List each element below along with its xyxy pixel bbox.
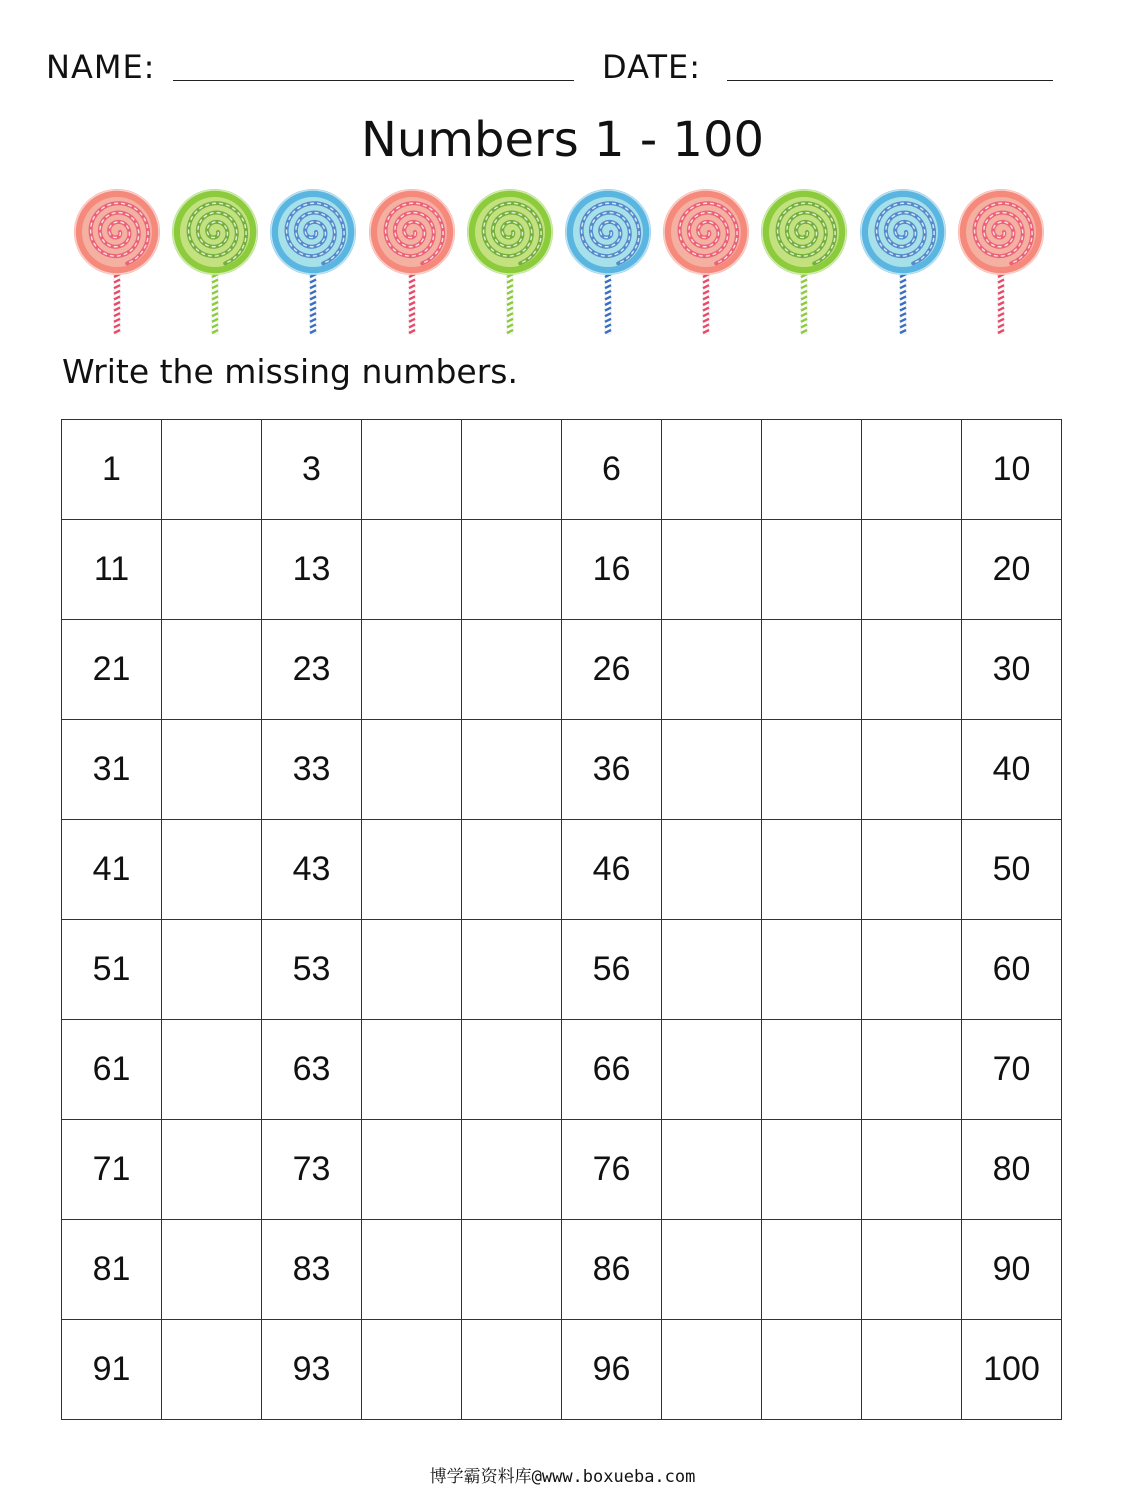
number-cell: 56	[562, 920, 662, 1020]
number-cell: 90	[962, 1220, 1062, 1320]
number-cell: 50	[962, 820, 1062, 920]
blank-cell[interactable]	[462, 1220, 562, 1320]
blank-cell[interactable]	[662, 720, 762, 820]
number-cell: 36	[562, 720, 662, 820]
blank-cell[interactable]	[762, 1120, 862, 1220]
number-cell: 13	[262, 520, 362, 620]
blank-cell[interactable]	[162, 720, 262, 820]
number-cell: 63	[262, 1020, 362, 1120]
lollipop-icon	[266, 188, 362, 338]
blank-cell[interactable]	[462, 720, 562, 820]
blank-cell[interactable]	[862, 820, 962, 920]
number-cell: 40	[962, 720, 1062, 820]
lollipop-icon	[954, 188, 1050, 338]
number-cell: 20	[962, 520, 1062, 620]
grid-row	[62, 1020, 1062, 1120]
blank-cell[interactable]	[462, 1320, 562, 1420]
blank-cell[interactable]	[862, 1020, 962, 1120]
grid-row	[62, 520, 1062, 620]
number-cell: 1	[62, 420, 162, 520]
blank-cell[interactable]	[362, 820, 462, 920]
blank-cell[interactable]	[762, 920, 862, 1020]
grid-row	[62, 720, 1062, 820]
blank-cell[interactable]	[362, 1220, 462, 1320]
blank-cell[interactable]	[762, 1320, 862, 1420]
name-field[interactable]	[173, 80, 574, 81]
blank-cell[interactable]	[862, 420, 962, 520]
blank-cell[interactable]	[362, 1120, 462, 1220]
blank-cell[interactable]	[662, 1120, 762, 1220]
number-cell: 43	[262, 820, 362, 920]
number-cell: 10	[962, 420, 1062, 520]
blank-cell[interactable]	[762, 820, 862, 920]
blank-cell[interactable]	[162, 1120, 262, 1220]
number-cell: 26	[562, 620, 662, 720]
lollipop-icon	[561, 188, 657, 338]
number-cell: 83	[262, 1220, 362, 1320]
blank-cell[interactable]	[462, 1020, 562, 1120]
blank-cell[interactable]	[862, 520, 962, 620]
blank-cell[interactable]	[762, 720, 862, 820]
number-cell: 30	[962, 620, 1062, 720]
number-grid	[61, 419, 1062, 1420]
blank-cell[interactable]	[662, 820, 762, 920]
grid-row	[62, 620, 1062, 720]
blank-cell[interactable]	[362, 1020, 462, 1120]
lollipop-icon	[757, 188, 853, 338]
blank-cell[interactable]	[462, 520, 562, 620]
blank-cell[interactable]	[462, 420, 562, 520]
number-cell: 70	[962, 1020, 1062, 1120]
number-cell: 81	[62, 1220, 162, 1320]
number-cell: 46	[562, 820, 662, 920]
blank-cell[interactable]	[362, 420, 462, 520]
number-cell: 53	[262, 920, 362, 1020]
number-cell: 96	[562, 1320, 662, 1420]
number-cell: 66	[562, 1020, 662, 1120]
blank-cell[interactable]	[762, 1220, 862, 1320]
number-cell: 51	[62, 920, 162, 1020]
blank-cell[interactable]	[162, 420, 262, 520]
blank-cell[interactable]	[162, 620, 262, 720]
blank-cell[interactable]	[162, 1220, 262, 1320]
blank-cell[interactable]	[662, 1320, 762, 1420]
blank-cell[interactable]	[662, 520, 762, 620]
name-label: NAME:	[46, 48, 156, 86]
blank-cell[interactable]	[162, 1020, 262, 1120]
number-cell: 71	[62, 1120, 162, 1220]
blank-cell[interactable]	[662, 620, 762, 720]
blank-cell[interactable]	[162, 520, 262, 620]
blank-cell[interactable]	[862, 620, 962, 720]
blank-cell[interactable]	[462, 820, 562, 920]
number-cell: 60	[962, 920, 1062, 1020]
blank-cell[interactable]	[762, 620, 862, 720]
blank-cell[interactable]	[362, 720, 462, 820]
grid-row	[62, 1320, 1062, 1420]
lollipop-icon	[659, 188, 755, 338]
blank-cell[interactable]	[462, 920, 562, 1020]
footer-watermark: 博学霸资料库@www.boxueba.com	[429, 1467, 696, 1487]
blank-cell[interactable]	[762, 520, 862, 620]
number-cell: 91	[62, 1320, 162, 1420]
blank-cell[interactable]	[162, 1320, 262, 1420]
blank-cell[interactable]	[662, 920, 762, 1020]
grid-row	[62, 1220, 1062, 1320]
blank-cell[interactable]	[662, 1020, 762, 1120]
number-cell: 73	[262, 1120, 362, 1220]
number-cell: 21	[62, 620, 162, 720]
blank-cell[interactable]	[362, 920, 462, 1020]
number-cell: 23	[262, 620, 362, 720]
number-cell: 33	[262, 720, 362, 820]
grid-row	[62, 820, 1062, 920]
blank-cell[interactable]	[862, 1120, 962, 1220]
number-cell: 6	[562, 420, 662, 520]
lollipop-icon	[463, 188, 559, 338]
blank-cell[interactable]	[462, 620, 562, 720]
blank-cell[interactable]	[862, 720, 962, 820]
lollipop-banner	[60, 188, 1060, 338]
blank-cell[interactable]	[362, 1320, 462, 1420]
number-cell: 80	[962, 1120, 1062, 1220]
date-label: DATE:	[602, 48, 702, 86]
blank-cell[interactable]	[362, 520, 462, 620]
blank-cell[interactable]	[162, 820, 262, 920]
header	[0, 0, 1125, 110]
blank-cell[interactable]	[662, 1220, 762, 1320]
blank-cell[interactable]	[462, 1120, 562, 1220]
blank-cell[interactable]	[862, 1320, 962, 1420]
number-cell: 100	[962, 1320, 1062, 1420]
lollipop-icon	[70, 188, 166, 338]
blank-cell[interactable]	[162, 920, 262, 1020]
lollipop-icon	[856, 188, 952, 338]
number-cell: 31	[62, 720, 162, 820]
blank-cell[interactable]	[862, 1220, 962, 1320]
number-cell: 93	[262, 1320, 362, 1420]
instruction-text: Write the missing numbers.	[62, 352, 518, 391]
number-cell: 76	[562, 1120, 662, 1220]
grid-row	[62, 920, 1062, 1020]
lollipop-icon	[168, 188, 264, 338]
number-cell: 16	[562, 520, 662, 620]
blank-cell[interactable]	[762, 1020, 862, 1120]
grid-row	[62, 420, 1062, 520]
page-title: Numbers 1 - 100	[360, 112, 765, 168]
blank-cell[interactable]	[362, 620, 462, 720]
number-cell: 41	[62, 820, 162, 920]
number-cell: 61	[62, 1020, 162, 1120]
blank-cell[interactable]	[662, 420, 762, 520]
number-cell: 11	[62, 520, 162, 620]
blank-cell[interactable]	[762, 420, 862, 520]
number-cell: 3	[262, 420, 362, 520]
blank-cell[interactable]	[862, 920, 962, 1020]
grid-row	[62, 1120, 1062, 1220]
date-field[interactable]	[727, 80, 1053, 81]
number-cell: 86	[562, 1220, 662, 1320]
lollipop-icon	[365, 188, 461, 338]
